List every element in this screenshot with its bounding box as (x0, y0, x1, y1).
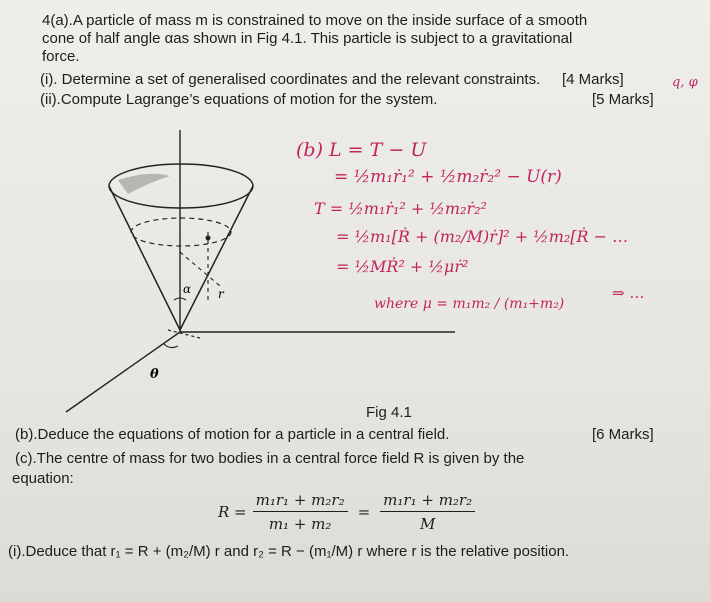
part-b-text: (b).Deduce the equations of motion for a particle in a central field. (15, 426, 450, 443)
handwritten-work (296, 75, 699, 312)
particle-orbit-dashed (131, 218, 231, 246)
eq-frac1-denominator: m₁ + m₂ (268, 515, 332, 533)
question-title-line1: 4(a).A particle of mass m is constrained to move on the inside surface of a smooth (42, 12, 588, 29)
theta-label: θ (150, 367, 159, 382)
part-c-line1: (c).The centre of mass for two bodies in a central force field R is given by the (15, 450, 525, 467)
handwriting-side-note: ⇒ … (612, 284, 645, 302)
rim-shading (118, 174, 170, 194)
handwriting-margin-note: q, φ (672, 75, 698, 90)
oblique-axis (66, 332, 180, 412)
part-i-text: (i). Determine a set of generalised coordinates and the relevant constraints. (40, 71, 541, 88)
part-c-line2: equation: (12, 470, 74, 487)
question-title-line3: force. (42, 48, 80, 65)
eq-frac2-denominator: M (419, 515, 436, 533)
r-label: r (218, 287, 224, 301)
handwriting-line4: = ½m₁[Ṙ + (m₂/M)ṙ]² + ½m₂[Ṙ − … (336, 227, 629, 246)
particle-marker (206, 236, 211, 241)
figure-caption: Fig 4.1 (366, 404, 412, 421)
handwriting-line5: = ½MṘ² + ½μṙ² (336, 257, 469, 276)
part-ii-marks: [5 Marks] (592, 91, 654, 108)
part-c-i-text: (i).Deduce that r₁ = R + (m₂/M) r and r₂ = R − (m₁/M) r where r is the relative position. (8, 543, 570, 560)
alpha-label: α (183, 282, 192, 296)
part-b-marks: [6 Marks] (592, 426, 654, 443)
eq-lhs: R = (218, 503, 247, 521)
eq-frac1-numerator: m₁r₁ + m₂r₂ (253, 491, 348, 512)
theta-arc (164, 344, 178, 348)
handwriting-line2: = ½m₁ṙ₁² + ½m₂ṙ₂² − U(r) (334, 167, 562, 187)
handwriting-line1: (b) L = T − U (296, 139, 427, 161)
eq-equals: = (357, 503, 371, 521)
part-ii-text: (ii).Compute Lagrange’s equations of motion for the system. (40, 91, 438, 108)
centre-of-mass-equation (218, 488, 481, 536)
eq-fraction-1 (253, 491, 348, 533)
handwriting-line3: T = ½m₁ṙ₁² + ½m₂ṙ₂² (314, 199, 487, 218)
dashed-guide-2 (180, 252, 220, 286)
eq-fraction-2 (380, 491, 475, 533)
eq-frac2-numerator: m₁r₁ + m₂r₂ (380, 491, 475, 512)
question-title-line2: cone of half angle αas shown in Fig 4.1. This particle is subject to a gravitational (42, 30, 573, 47)
handwriting-line6: where μ = m₁m₂ / (m₁+m₂) (374, 296, 565, 312)
part-i-marks: [4 Marks] (562, 71, 624, 88)
